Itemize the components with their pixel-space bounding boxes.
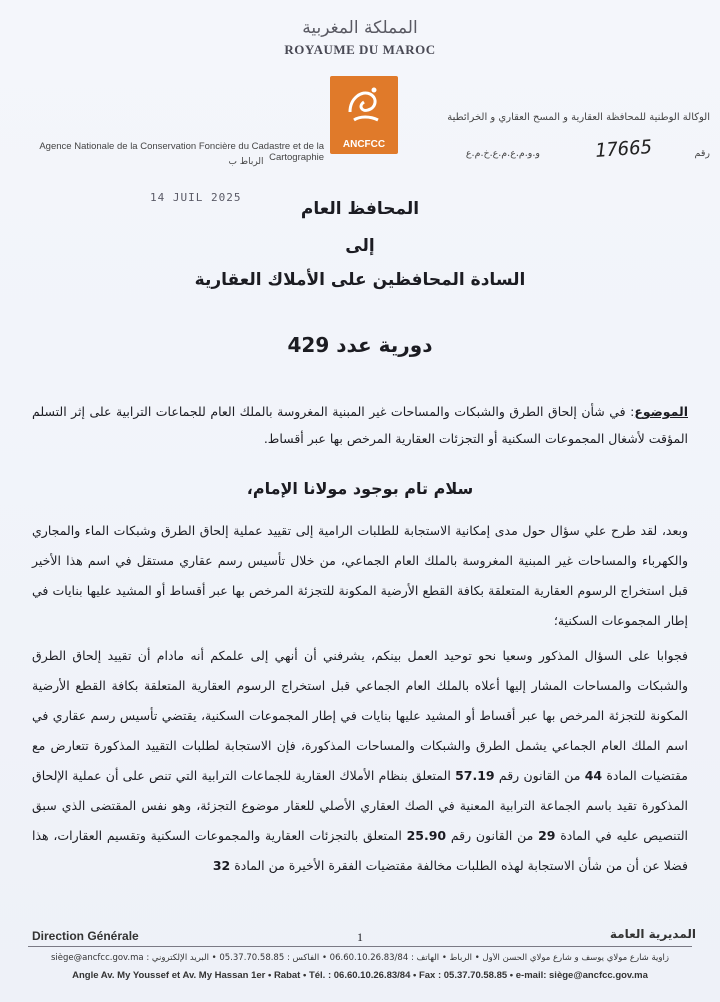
subject-text: : في شأن إلحاق الطرق والشبكات والمساحات غير المبنية المغروسة بالملك العام للجماعات الترابية على إثر التسلم المؤقت لأشغال المجموعات السكنية أو التجزئات العقارية المرخص بها عبر أقساط.: [32, 404, 688, 446]
footer-address-fr: Angle Av. My Youssef et Av. My Hassan 1er • Rabat • Tél. : 06.60.10.26.83/84 • Fax : 05.37.70.58.85 • e-mail: siège@ancfcc.gov.ma: [72, 970, 648, 981]
subject-block: [32, 398, 688, 452]
law-25-90: 25.90: [406, 828, 447, 843]
direction-generale-ar: المديرية العامة: [609, 927, 696, 941]
logo-emblem-icon: [340, 82, 388, 130]
sender-title: المحافظ العام: [300, 199, 420, 219]
circular-number: دورية عدد 429: [287, 333, 433, 357]
article-29: 29: [538, 828, 556, 843]
page-number: 1: [357, 930, 363, 944]
ancfcc-logo: [330, 76, 398, 154]
agency-city: الرباط ب: [228, 157, 264, 167]
footer-divider: [28, 946, 692, 947]
p2-text-c: المتعلق بنظام الأملاك العقارية للجماعات الترابية التي تنص على أن عملية الإلحاق المذكورة تقيد باسم الجماعة الترابية المعنية في الصك العقاري الأصلي للعقار موضوع التجزئة، وهو نفس المقتضى الذي سبق التنصيص عليه في المادة: [32, 768, 688, 843]
kingdom-name-ar: المملكة المغربية: [302, 18, 418, 38]
p2-text-d: من القانون رقم: [446, 828, 539, 843]
subject-label: الموضوع: [634, 404, 688, 419]
body-paragraph-1: وبعد، لقد طرح علي سؤال حول مدى إمكانية الاستجابة للطلبات الرامية إلى تقييد عملية إلحاق الطرق وشبكات الماء والمجاري والكهرباء والمساحات غير المبنية المغروسة بالملك العام الجماعي، من خلال تأسيس رسم عقاري مستقل في اسم هذا الأخير قبل استخراج الرسوم العقارية المتعلقة بكافة القطع الأرضية المكونة للتجزئة المرخص بها عبر أقساط أو المشيد عليها بنايات في إطار المجموعات السكنية؛: [32, 523, 688, 628]
kingdom-name-fr: ROYAUME DU MAROC: [284, 42, 436, 57]
body-paragraph-2: [32, 641, 688, 881]
reference-number: 17665: [594, 136, 653, 162]
p2-text-a: فجوابا على السؤال المذكور وسعيا نحو توحيد العمل بينكم، يشرفني أن أنهي إلى علمكم أنه مادام أن تقييد إلحاق الطرق والشبكات والمساحات المشار إليها أعلاه بالملك العام الجماعي قبل استخراج الرسوم العقارية المتعلقة بكافة القطع الأرضية المكونة للتجزئة المرخص بها عبر أقساط أو المشيد عليها بنايات في إطار المجموعات السكنية، يقتضي تأسيس رسم عقاري في اسم الملك العام الجماعي يشمل الطرق والشبكات والمساحات المذكورة، فإن الاستجابة لطلبات التقييد المذكورة تتعارض مع مقتضيات المادة: [32, 648, 688, 783]
logo-text: ANCFCC: [342, 139, 386, 150]
reference-line: [416, 138, 710, 168]
agency-name-ar: الوكالة الوطنية للمحافظة العقارية و المسح العقاري و الخرائطية: [447, 112, 710, 123]
direction-generale-fr: Direction Générale: [32, 929, 139, 943]
reference-code: و.و.م.ع.م.ع.خ.م.ع: [465, 148, 540, 159]
footer-address-ar: زاوية شارع مولاي يوسف و شارع مولاي الحسن الأول • الرباط • الهاتف : 06.60.10.26.83/84 • الفاكس : 05.37.70.58.85 • البريد الإلكتروني : siège@ancfcc.gov.ma: [51, 953, 669, 963]
greeting: سلام تام بوجود مولانا الإمام،: [246, 479, 474, 498]
article-32: 32: [212, 858, 231, 873]
addressee: السادة المحافظين على الأملاك العقارية: [194, 270, 526, 290]
article-44: 44: [584, 768, 603, 783]
date-stamp: 14 JUIL 2025: [150, 191, 242, 204]
reference-label: رقم: [694, 148, 710, 159]
law-57-19: 57.19: [455, 768, 495, 783]
agency-name-fr: Agence Nationale de la Conservation Foncière du Cadastre et de la Cartographie: [39, 141, 324, 163]
p2-text-b: من القانون رقم: [494, 768, 585, 783]
p2-text-e: المتعلق بالتجزئات العقارية والمجموعات السكنية وتقسيم العقارات، هذا فضلا عن أن من شأن الاستجابة لهذه الطلبات مخالفة مقتضيات الفقرة الأخيرة من المادة: [32, 828, 688, 873]
to-label: إلى: [345, 236, 375, 256]
